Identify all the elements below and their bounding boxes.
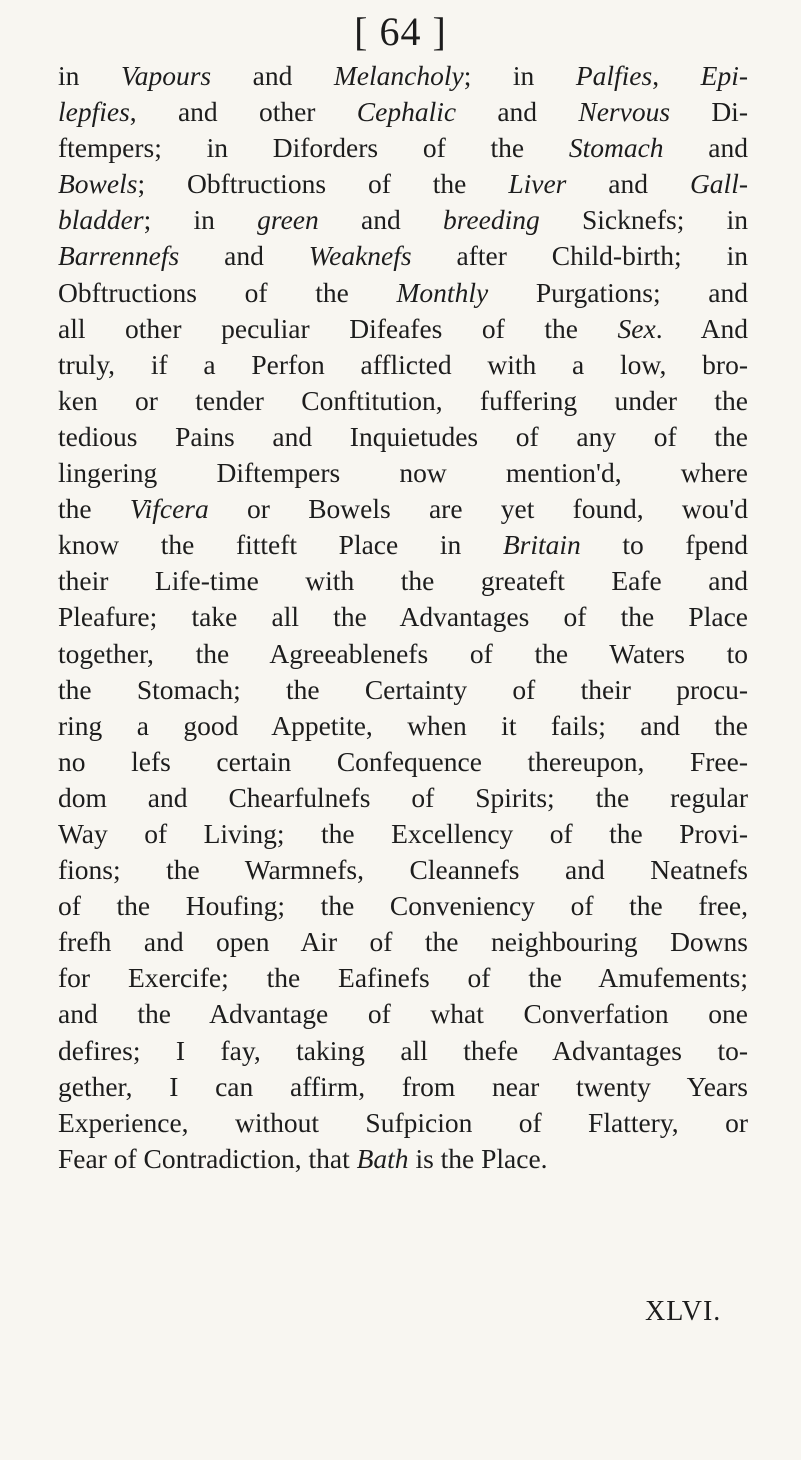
text-run: Experience, without Sufpicion of Flattery, or — [58, 1106, 748, 1138]
text-run: the — [58, 493, 130, 525]
text-line — [58, 563, 748, 599]
italic-term: Vapours — [120, 60, 212, 91]
text-run: gether, I can affirm, from near twenty Years — [58, 1070, 748, 1102]
italic-term: Britain — [502, 529, 581, 561]
italic-term: Liver — [508, 168, 567, 200]
text-line — [58, 780, 748, 816]
text-line — [58, 94, 748, 130]
text-run: of the Houfing; the Conveniency of the free, — [58, 890, 748, 922]
text-run: Fear of Contradiction, that — [58, 1142, 357, 1174]
text-run: dom and Chearfulnefs of Spirits; the regular — [58, 781, 748, 813]
text-run: all other peculiar Difeafes of the — [58, 312, 618, 344]
text-run: tedious Pains and Inquietudes of any of the — [58, 420, 748, 452]
body-paragraph — [58, 58, 748, 1177]
text-line — [58, 1033, 748, 1069]
text-line — [58, 347, 748, 383]
text-run: to fpend — [580, 529, 748, 561]
text-line — [58, 960, 748, 996]
text-run: , and other — [129, 96, 357, 128]
italic-term: breeding — [442, 204, 540, 236]
italic-term: Nervous — [578, 96, 671, 128]
text-run: Sicknefs; in — [539, 204, 748, 236]
text-run: lingering Diftempers now mention'd, where — [58, 457, 748, 489]
text-run: and — [566, 168, 690, 200]
text-line — [58, 996, 748, 1032]
text-line — [58, 275, 748, 311]
text-line — [58, 238, 748, 274]
text-line — [58, 383, 748, 419]
text-run: together, the Agreeablenefs of the Waters to — [58, 637, 748, 669]
text-run: their Life-time with the greateft Eafe and — [58, 565, 748, 597]
text-line — [58, 166, 748, 202]
text-line — [58, 455, 748, 491]
italic-term: Weaknefs — [308, 240, 412, 272]
text-line — [58, 527, 748, 563]
text-run: ; in — [463, 60, 576, 91]
text-run: and — [663, 132, 748, 164]
page-number-header: [ 64 ] — [354, 9, 447, 54]
text-line — [58, 311, 748, 347]
italic-term: green — [257, 204, 319, 236]
text-line — [58, 1069, 748, 1105]
text-run: ring a good Appetite, when it fails; and the — [58, 709, 748, 741]
text-line — [58, 1141, 748, 1177]
text-run: and — [318, 204, 443, 236]
text-line — [58, 816, 748, 852]
italic-term: lepfies — [58, 96, 130, 128]
text-run: in — [58, 60, 121, 91]
text-line — [58, 708, 748, 744]
text-run: truly, if a Perfon afflicted with a low, bro- — [58, 348, 748, 380]
text-run: the Stomach; the Certainty of their procu- — [58, 673, 748, 705]
text-run: Purgations; and — [488, 276, 748, 308]
text-run: Di- — [670, 96, 748, 128]
text-run: and — [211, 60, 334, 91]
text-run: defires; I fay, taking all thefe Advantages to- — [58, 1034, 748, 1066]
catchword: XLVI. — [645, 1296, 722, 1327]
italic-term: Melancholy — [333, 60, 464, 91]
text-line — [58, 491, 748, 527]
text-run: and — [179, 240, 309, 272]
italic-term: Bowels — [58, 168, 138, 200]
text-line — [58, 599, 748, 635]
italic-term: Epi- — [700, 60, 748, 91]
italic-term: Sex — [617, 312, 656, 344]
text-run: Obftructions of the — [58, 276, 397, 308]
italic-term: Monthly — [396, 276, 489, 308]
text-run: after Child-birth; in — [411, 240, 748, 272]
text-run: ken or tender Conftitution, fuffering under the — [58, 384, 748, 416]
text-run: frefh and open Air of the neighbouring Downs — [58, 926, 748, 958]
italic-term: Stomach — [568, 132, 664, 164]
italic-term: bladder — [58, 204, 144, 236]
text-line — [58, 130, 748, 166]
text-run: know the fitteft Place in — [58, 529, 503, 561]
italic-term: Vifcera — [129, 493, 209, 525]
text-line — [58, 744, 748, 780]
text-run: no lefs certain Confequence thereupon, Free- — [58, 745, 748, 777]
text-line — [58, 202, 748, 238]
text-run: for Exercife; the Eafinefs of the Amufements; — [58, 962, 748, 994]
text-run: ; in — [143, 204, 258, 236]
text-run: fions; the Warmnefs, Cleannefs and Neatnefs — [58, 854, 748, 886]
text-line — [58, 924, 748, 960]
text-run: Pleafure; take all the Advantages of the Place — [58, 601, 748, 633]
text-line — [58, 852, 748, 888]
italic-term: Gall- — [689, 168, 748, 200]
text-run: and the Advantage of what Converfation one — [58, 998, 748, 1030]
text-line — [58, 672, 748, 708]
text-run: , — [652, 60, 701, 91]
italic-term: Cephalic — [356, 96, 457, 128]
text-line — [58, 888, 748, 924]
text-line — [58, 1105, 748, 1141]
text-run: or Bowels are yet found, wou'd — [208, 493, 748, 525]
text-line — [58, 636, 748, 672]
italic-term: Palfies — [575, 60, 653, 91]
text-run: ; Obftructions of the — [137, 168, 509, 200]
text-line — [58, 58, 748, 94]
text-run: and — [456, 96, 579, 128]
text-run: is the Place. — [408, 1142, 548, 1174]
italic-term: Barrennefs — [58, 240, 180, 272]
text-run: Way of Living; the Excellency of the Provi- — [58, 817, 748, 849]
italic-term: Bath — [356, 1142, 409, 1174]
text-run: . And — [655, 312, 748, 344]
text-line — [58, 419, 748, 455]
text-run: ftempers; in Diforders of the — [58, 132, 569, 164]
